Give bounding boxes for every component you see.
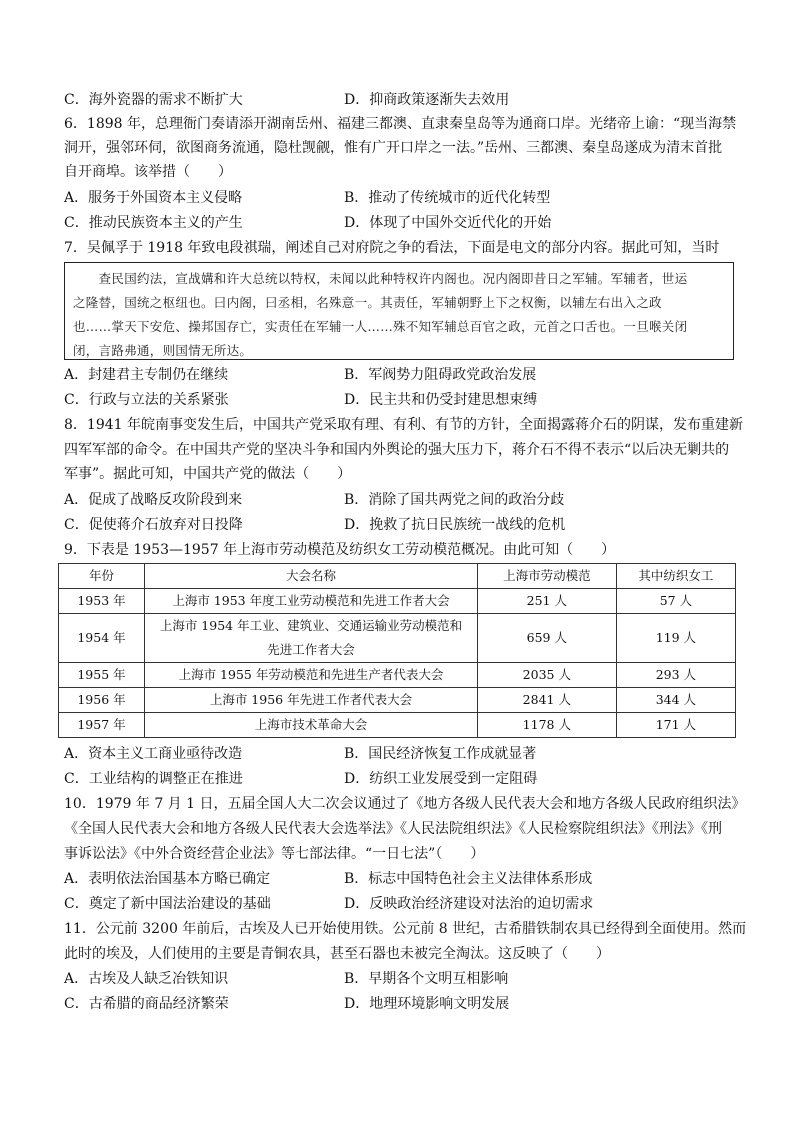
q9-options-row-ab (64, 742, 736, 766)
q10-options-row-ab (64, 867, 736, 891)
table-cell-total: 251 人 (477, 589, 616, 614)
q10-stem-line1: 10．1979 年 7 月 1 日，五届全国人大二次会议通过了《地方各级人民代表大会和地方各级人民政府组织法》 (64, 796, 746, 812)
table-header-meeting: 大会名称 (145, 564, 478, 589)
table-cell-meeting: 上海市 1956 年先进工作者代表大会 (145, 688, 478, 713)
q5-option-d[interactable]: D．抑商政策逐渐失去效用 (344, 92, 510, 108)
q11-option-a[interactable]: A．古埃及人缺乏冶铁知识 (64, 971, 229, 987)
q7-option-c[interactable]: C．行政与立法的关系紧张 (64, 392, 229, 408)
q7-option-b[interactable]: B．军阀势力阻碍政党政治发展 (344, 367, 537, 383)
q10-option-c[interactable]: C．奠定了新中国法治建设的基础 (64, 896, 271, 912)
q11-options-row-ab (64, 967, 736, 991)
meeting-line1: 上海市 1954 年工业、建筑业、交通运输业劳动模范和 (159, 618, 463, 633)
q6-stem-line2: 洞开，强邻环伺，欲图商务流通，隐杜觊觎，惟有广开口岸之一法。”岳州、三都澳、秦皇岛遂成为清末首批 (64, 140, 723, 156)
q8-options-row-cd (64, 513, 736, 537)
meeting-line2: 先进工作者大会 (267, 642, 355, 657)
q10-option-a[interactable]: A．表明依法治国基本方略已确定 (64, 871, 271, 887)
table-row (59, 614, 736, 663)
q11-option-b[interactable]: B．早期各个文明互相影响 (344, 971, 509, 987)
table-cell-year: 1957 年 (59, 713, 145, 738)
table-header-total: 上海市劳动模范 (477, 564, 616, 589)
table-cell-total: 2035 人 (477, 663, 616, 688)
table-header-textile: 其中纺织女工 (616, 564, 735, 589)
q11-stem-line1: 11．公元前 3200 年前后，古埃及人已开始使用铁。公元前 8 世纪，古希腊铁制农具已经得到全面使用。然而 (64, 921, 747, 937)
q10-options-row-cd (64, 892, 736, 916)
q9-option-c[interactable]: C．工业结构的调整正在推进 (64, 771, 243, 787)
q7-stem: 7．吴佩孚于 1918 年致电段祺瑞，阐述自己对府院之争的看法，下面是电文的部分内容。据此可知，当时 (64, 240, 720, 256)
table-cell-total: 2841 人 (477, 688, 616, 713)
table-cell-textile: 344 人 (616, 688, 735, 713)
q7-quote-line4: 闭，言路弗通，则国情无所达。 (73, 343, 253, 358)
table-header-row (59, 564, 736, 589)
q7-options-row-ab (64, 363, 736, 387)
q11-option-d[interactable]: D．地理环境影响文明发展 (344, 996, 510, 1012)
q6-option-c[interactable]: C．推动民族资本主义的产生 (64, 215, 243, 231)
q7-telegram-quote-box (64, 262, 734, 360)
q8-option-d[interactable]: D．挽救了抗日民族统一战线的危机 (344, 517, 566, 533)
q8-options-row-ab (64, 488, 736, 512)
table-cell-meeting: 上海市 1953 年度工业劳动模范和先进工作者大会 (145, 589, 478, 614)
table-cell-total: 1178 人 (477, 713, 616, 738)
q6-stem-line3: 自开商埠。该举措（ ） (64, 164, 232, 180)
q8-stem-line1: 8．1941 年皖南事变发生后，中国共产党采取有理、有利、有节的方针，全面揭露蒋介石的阴谋，发布重建新 (64, 417, 743, 433)
q8-option-a[interactable]: A．促成了战略反攻阶段到来 (64, 492, 243, 508)
q10-stem-line2: 《全国人民代表大会和地方各级人民代表大会选举法》《人民法院组织法》《人民检察院组织法》《刑法》《刑 (64, 821, 722, 837)
q7-quote-line3: 也……掌天下安危、操邦国存亡，实责任在军辅一人……殊不知军辅总百官之政，元首之口舌也。一旦喉关闭 (73, 319, 688, 334)
q7-quote-line2: 之隆替，国统之枢纽也。曰内阁，曰丞相，名殊意一。其责任，军辅朝野上下之权衡，以辅左右出入之政 (73, 295, 662, 310)
table-cell-year: 1953 年 (59, 589, 145, 614)
q8-stem-line3: 军事”。据此可知，中国共产党的做法（ ） (64, 466, 352, 482)
table-cell-textile: 293 人 (616, 663, 735, 688)
q6-stem-line1: 6．1898 年，总理衙门奏请添开湖南岳州、福建三都澳、直隶秦皇岛等为通商口岸。光绪帝上谕：“现当海禁 (64, 116, 737, 132)
q8-option-c[interactable]: C．促使蒋介石放弃对日投降 (64, 517, 243, 533)
q5-option-c[interactable]: C．海外瓷器的需求不断扩大 (64, 92, 243, 108)
table-row (59, 663, 736, 688)
q9-option-b[interactable]: B．国民经济恢复工作成就显著 (344, 746, 537, 762)
q9-option-a[interactable]: A．资本主义工商业亟待改造 (64, 746, 243, 762)
q8-stem-line2: 四军军部的命令。在中国共产党的坚决斗争和国内外舆论的强大压力下，蒋介石不得不表示“以后决无剿共的 (64, 442, 730, 458)
q10-option-d[interactable]: D．反映政治经济建设对法治的迫切需求 (344, 896, 594, 912)
q6-option-b[interactable]: B．推动了传统城市的近代化转型 (344, 190, 551, 206)
q7-options-row-cd (64, 388, 736, 412)
q8-option-b[interactable]: B．消除了国共两党之间的政治分歧 (344, 492, 565, 508)
q6-options-row-ab (64, 186, 736, 210)
q6-options-row-cd (64, 211, 736, 235)
q7-option-a[interactable]: A．封建君主专制仍在继续 (64, 367, 229, 383)
q9-stem: 9．下表是 1953—1957 年上海市劳动模范及纺织女工劳动模范概况。由此可知（ ） (64, 542, 616, 558)
q5-options-row-cd (64, 88, 736, 112)
q10-stem-line3: 事诉讼法》《中外合资经营企业法》等七部法律。“一日七法”（ ） (64, 846, 485, 862)
q10-option-b[interactable]: B．标志中国特色社会主义法律体系形成 (344, 871, 593, 887)
q11-options-row-cd (64, 992, 736, 1016)
table-cell-year: 1955 年 (59, 663, 145, 688)
table-cell-meeting (145, 614, 478, 663)
table-cell-textile: 119 人 (616, 614, 735, 663)
q11-option-c[interactable]: C．古希腊的商品经济繁荣 (64, 996, 229, 1012)
table-cell-year: 1956 年 (59, 688, 145, 713)
q9-model-workers-table (58, 563, 736, 738)
table-row (59, 589, 736, 614)
table-cell-textile: 171 人 (616, 713, 735, 738)
q6-option-d[interactable]: D．体现了中国外交近代化的开始 (344, 215, 552, 231)
table-row (59, 688, 736, 713)
table-cell-textile: 57 人 (616, 589, 735, 614)
q7-quote-line1: 查民国约法，宣战媾和许大总统以特权，未闻以此种特权许内阁也。况内阁即昔日之军辅。军辅者，世运 (73, 271, 688, 286)
table-cell-year: 1954 年 (59, 614, 145, 663)
q9-option-d[interactable]: D．纺织工业发展受到一定阻碍 (344, 771, 538, 787)
q9-options-row-cd (64, 767, 736, 791)
q7-option-d[interactable]: D．民主共和仍受封建思想束缚 (344, 392, 538, 408)
q11-stem-line2: 此时的埃及，人们使用的主要是青铜农具，甚至石器也未被完全淘汰。这反映了（ ） (64, 946, 610, 962)
table-cell-total: 659 人 (477, 614, 616, 663)
table-header-year: 年份 (59, 564, 145, 589)
q6-option-a[interactable]: A．服务于外国资本主义侵略 (64, 190, 243, 206)
table-cell-meeting: 上海市 1955 年劳动模范和先进生产者代表大会 (145, 663, 478, 688)
table-row (59, 713, 736, 738)
table-cell-meeting: 上海市技术革命大会 (145, 713, 478, 738)
